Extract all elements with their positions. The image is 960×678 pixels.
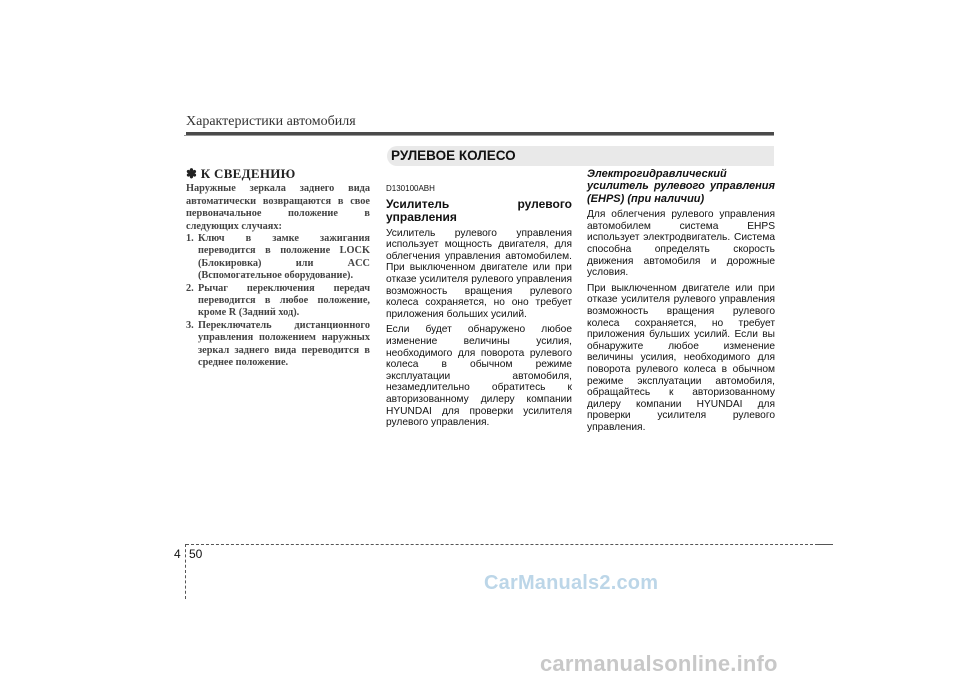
watermark-top: CarManuals2.com (484, 572, 659, 594)
paragraph: Для облегчения рулевого управления автомобилем система EHPS использует электродвигатель. Система способна определять скорость движения автомобиля и дорожные условия. (587, 209, 775, 279)
section-code: D130100ABH (386, 184, 435, 193)
paragraph: При выключенном двигателе или при отказе усилителя рулевого управления возможность вращения рулевого колеса сохраняется, но требует приложения бульших усилий. Если вы обнаружите любое изменение величины усилия, необходимого для поворота рулевого колеса в обычном режиме эксплуатации автомобиля, обращайтесь к авторизованному дилеру компании HYUNDAI для проверки усилителя рулевого управления. (587, 282, 775, 433)
power-steering-column (386, 183, 572, 433)
list-item (186, 233, 370, 283)
list-item-text: Переключатель дистанционного управления положением наружных зеркал заднего вида переводится в среднее положение. (198, 319, 370, 369)
list-item (186, 283, 370, 320)
list-item-number: 2. (186, 282, 194, 294)
section-title-bar (387, 146, 774, 166)
list-item (186, 320, 370, 370)
notice-list (186, 233, 370, 369)
header-rule-thin (184, 135, 774, 136)
section-title: РУЛЕВОЕ КОЛЕСО (391, 148, 516, 163)
footer-dashed-rule (186, 544, 818, 545)
ehps-column (587, 168, 775, 438)
ehps-heading: Электрогидравлический усилитель рулевого управления (EHPS) (при наличии) (587, 168, 775, 205)
power-steering-heading: Усилитель рулевого управления (386, 196, 572, 224)
paragraph: Усилитель рулевого управления использует мощность двигателя, для облегчения управления автомобилем. При выключенном двигателе или при отказе усилителя рулевого управления возможность вращения рулевого колеса сохраняется, но оно требует приложения больших усилий. (386, 227, 572, 320)
list-item-text: Ключ в замке зажигания переводится в положение LOCK (Блокировка) или ACC (Вспомогательное оборудование). (198, 233, 370, 282)
footer-rule-end (818, 544, 833, 545)
page-header-title: Характеристики автомобиля (186, 114, 356, 129)
list-item-text: Рычаг переключения передач переводится в любое положение, кроме R (Задний ход). (198, 282, 370, 319)
watermark-bottom: carmanualsonline.info (540, 651, 778, 676)
footer-vertical-dashed-rule (185, 544, 186, 599)
paragraph: Если будет обнаружено любое изменение величины усилия, необходимого для поворота рулевого колеса в обычном режиме эксплуатации автомобиля, незамедлительно обратитесь к авторизованному дилеру компании HYUNDAI для проверки усилителя рулевого управления. (386, 324, 572, 429)
notice-title: ✽ К СВЕДЕНИЮ (186, 166, 296, 181)
notice-intro: Наружные зеркала заднего вида автоматически возвращаются в свое первоначальное положение в следующих случаях: (186, 183, 370, 232)
list-item-number: 3. (186, 319, 194, 331)
notice-box (186, 168, 370, 370)
list-item-number: 1. (186, 233, 194, 245)
chapter-number: 4 (174, 547, 181, 561)
page-number: 50 (189, 547, 203, 561)
